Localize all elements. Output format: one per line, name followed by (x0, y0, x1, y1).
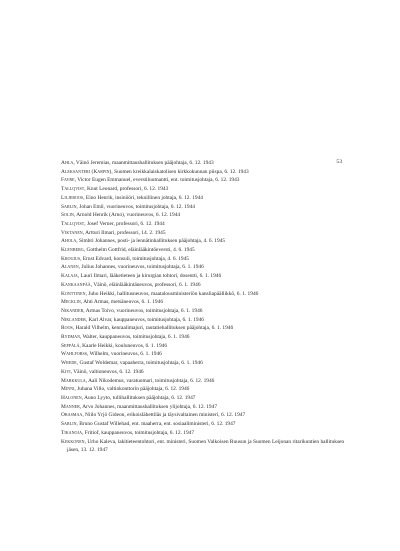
entry-name: Mecklin (61, 299, 81, 306)
list-item (61, 394, 349, 403)
list-item (61, 203, 349, 212)
entry-name: Seppälä (61, 342, 80, 349)
entry-name: Halonen (61, 394, 82, 401)
entry-details: , Fritiof, kauppaneuvos, toimitusjohtaja, 6. 12. 1947 (82, 429, 195, 436)
entry-details: , Victor Eugen Emmanuel, everstiluutnantti, ent. toimitusjohtaja, 6. 12. 1943 (74, 177, 240, 184)
entry-name: Roos (61, 325, 73, 332)
list-item (61, 263, 349, 272)
entry-name: Kivi (61, 368, 71, 375)
entry-name: Niklander (61, 316, 86, 323)
list-item (61, 255, 349, 264)
entry-name: Kankaanpää (61, 281, 91, 288)
entry-details: , Bruno Gustaf Willehad, ent. maaherra, ent. sosiaaliministeri, 6. 12. 1947 (76, 421, 236, 428)
entry-name: Tallqvist (61, 186, 85, 193)
list-item (61, 403, 349, 412)
entry-name: Alanen (61, 264, 79, 271)
list-item (61, 272, 349, 281)
list-item (61, 211, 349, 220)
entry-details: , Gustaf Woldemar, vapaaherra, toimitusjohtaja, 6. 1. 1946 (76, 360, 203, 367)
entry-details: , Väinö Jeremias, maanmittaushallituksen pääjohtaja, 6. 12. 1943 (73, 160, 214, 166)
entry-details: , Armas Toivo, vuorineuvos, toimitusjohtaja, 6. 1. 1946 (83, 307, 203, 314)
list-item (61, 333, 349, 342)
entry-details: , Kaarle Heikki, kouluneuvos, 6. 1. 1946 (79, 342, 168, 349)
list-item (61, 359, 349, 368)
list-item (61, 229, 349, 238)
list-item (61, 246, 349, 255)
list-item (61, 307, 349, 316)
entry-details: , Eino Henrik, insinööri, teknillinen johtaja, 6. 12. 1944 (83, 194, 203, 201)
list-item (61, 185, 349, 194)
entry-details: , Niilo Yrjö Gideon, erikoislähettiläs ja täysivaltainen ministeri, 6. 12. 1947 (82, 412, 246, 419)
entry-name: Krogius (61, 255, 81, 262)
entry-details: , Artturi Ilmari, professori, 14. 2. 1945 (82, 229, 166, 236)
entry-name: Tikanoja (61, 429, 83, 436)
entry-name: Kekkonen (61, 438, 85, 445)
entry-name: Wrede (61, 360, 77, 367)
entry-details: , Lauri Ilmari, lääketieteen ja kirurgian tohtori, dosentti, 6. 1. 1946 (77, 273, 222, 280)
list-item (61, 176, 349, 185)
list-item (61, 385, 349, 394)
entry-name: Sarlin (61, 421, 77, 428)
entry-name: Nikander (61, 307, 84, 314)
list-item (61, 377, 349, 386)
entry-details: , Ernst Edvard, konsuli, toimitusjohtaja, 4. 6. 1945 (80, 255, 189, 262)
list-item (61, 368, 349, 377)
entry-details: , Simbri Johannes, posti- ja lennätinhallituksen pääjohtaja, 4. 6. 1945 (76, 238, 226, 245)
list-item (61, 350, 349, 359)
page-number: 53 (336, 159, 342, 165)
entry-name: Manner (61, 403, 80, 410)
entry-name: Markkula (61, 377, 86, 384)
list-item (61, 429, 349, 438)
entry-details: , Väinö, eläinlääkintäneuvos, professori, 6. 1. 1946 (90, 281, 201, 288)
entry-details: , Wilhelm, vuorineuvos, 6. 1. 1946 (87, 351, 162, 358)
entry-name: Klenberg (61, 247, 84, 254)
entry-name: Rydman (61, 334, 81, 341)
list-item (61, 316, 349, 325)
list-item (61, 159, 349, 168)
entry-name: Liljeroos (61, 194, 84, 201)
entry-details: , Arnold Henrik (Arno), vuorineuvos, 6. 12. 1944 (73, 212, 181, 219)
entry-details: , Knut Leonard, professori, 6. 12. 1943 (84, 186, 169, 193)
entry-details: , Karl Alvar, kauppaneuvos, toimitusjohtaja, 6. 1. 1946 (85, 316, 205, 323)
entry-name: Wahlforss (61, 351, 87, 358)
entry-name: Sarlin (61, 203, 77, 210)
entry-details: , Harald Vilhelm, kenraalimajuri, rautatiehallituksen pääjohtaja, 6. 1. 1946 (72, 325, 234, 332)
entry-details: , Aali Nikodemus, varatuomari, toimitusjohtaja, 6. 12. 1946 (85, 377, 215, 384)
entry-details: , Juho Heikki, hallitusneuvos, maatalousministeriön kansliapäällikkö, 6. 1. 1946 (85, 290, 259, 297)
list-item (61, 420, 349, 429)
entry-name: Favre (61, 177, 75, 184)
list-item (61, 168, 349, 177)
entry-details: , Auno Lyyto, tullihallituksen pääjohtaja, 6. 12. 1947 (81, 394, 196, 401)
entry-details: , Johan Emil, vuorineuvos, toimitusjohtaja, 6. 12. 1944 (76, 203, 195, 210)
list-item (61, 281, 349, 290)
list-item (61, 342, 349, 351)
entry-details: , Josef Verner, professori, 6. 12. 1944 (84, 220, 165, 227)
entry-name: Minni (61, 386, 75, 393)
entry-name: Ahla (61, 160, 74, 166)
entry-name: Konttinen (61, 290, 86, 297)
entry-name: Aleksanteri (Karpin) (61, 168, 112, 175)
entry-details: , Ahti Armas, metsäneuvos, 6. 1. 1946 (80, 299, 164, 306)
entry-name: Orasmaa (61, 412, 83, 419)
list-item (61, 411, 349, 420)
entry-details: , Walter, kauppaneuvos, toimitusjohtaja, 6. 1. 1946 (80, 334, 190, 341)
list-item (61, 220, 349, 229)
list-item (61, 237, 349, 246)
entry-name: Kalaja (61, 273, 78, 280)
entry-details: , Gotthelm Gottfrid, eläinlääkintöeversti, 4. 6. 1945 (83, 247, 195, 254)
list-item (61, 298, 349, 307)
entry-name: Tallqvist (61, 220, 85, 227)
entry-list (61, 159, 349, 455)
entry-details: , Juhana Villo, valtiokonttorin pääjohtaja, 6. 12. 1946 (74, 386, 190, 393)
entry-details: , Julius Johannes, vuorineuvos, toimitusjohtaja, 6. 1. 1946 (78, 264, 204, 271)
list-item (61, 324, 349, 333)
entry-details: , Suomen kreikkalaiskatolisen kirkkokunnan piispa, 6. 12. 1943 (111, 168, 249, 175)
entry-details: , Väinö, valtioneuvos, 6. 12. 1946 (70, 368, 144, 375)
entry-details: , Urho Kaleva, lakitieteentohtori, ent. ministeri, Suomen Valkoisen Ruusun ja Suomen Leijonan ritarikuntien hallituksen jäsen, 13. 12. 1947 (67, 438, 345, 454)
entry-name: Ahola (61, 238, 77, 245)
list-item (61, 194, 349, 203)
list-item (61, 290, 349, 299)
entry-name: Viktanen (61, 229, 83, 236)
entry-details: , Arvo Johannes, maanmittaushallituksen ylijohtaja, 6. 12. 1947 (79, 403, 218, 410)
list-item (61, 438, 349, 455)
entry-name: Solin (61, 212, 74, 219)
